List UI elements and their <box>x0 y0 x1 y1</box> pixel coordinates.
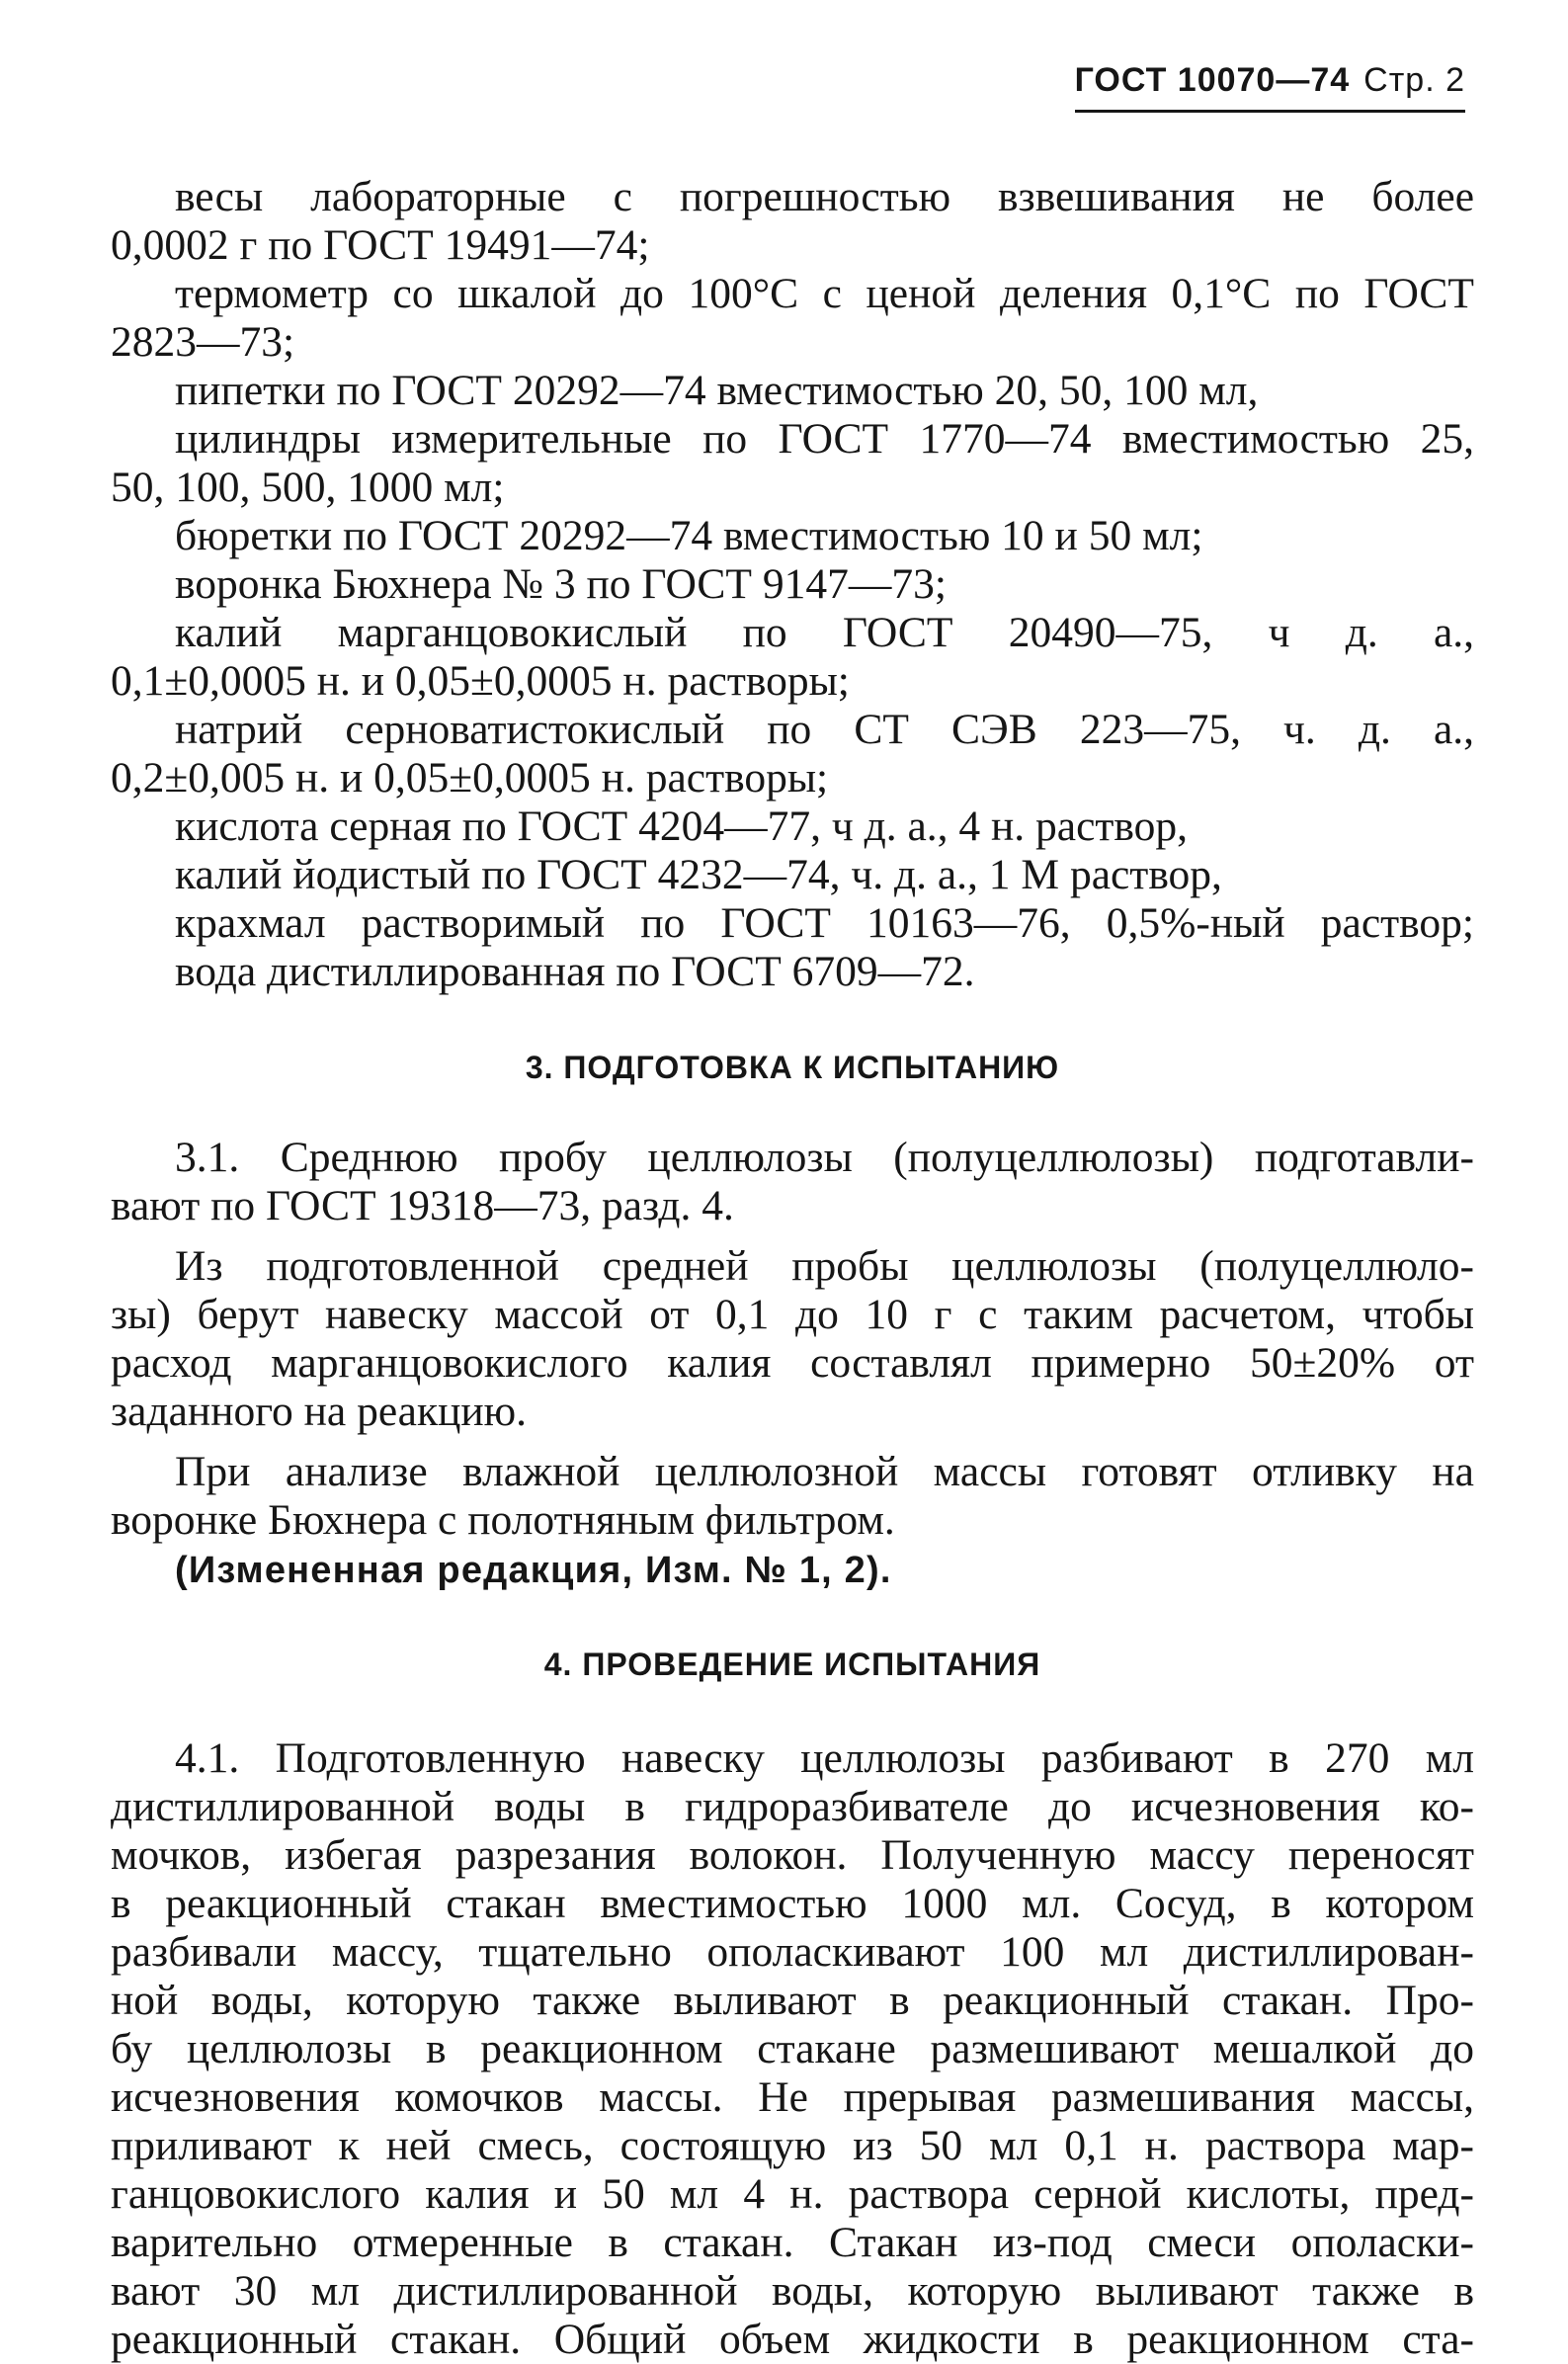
paragraph-line: При анализе влажной целлюлозной массы готовят отливку на <box>175 1448 1474 1495</box>
list-item-line: весы лабораторные с погрешностью взвешивания не более <box>175 173 1474 220</box>
list-item <box>111 367 1474 415</box>
list-item-line: цилиндры измерительные по ГОСТ 1770—74 вместимостью 25, <box>175 415 1474 463</box>
list-item-line: калий йодистый по ГОСТ 4232—74, ч. д. а., 1 М раствор, <box>175 851 1222 898</box>
paragraph-line: мочков, избегая разрезания волокон. Полученную массу переносят <box>111 1831 1474 1879</box>
paragraph-line: вают 30 мл дистиллированной воды, которую выливают также в <box>111 2267 1474 2315</box>
list-item-line: 0,0002 г по ГОСТ 19491—74; <box>111 221 650 269</box>
list-item-line: 0,1±0,0005 н. и 0,05±0,0005 н. растворы; <box>111 657 850 705</box>
list-item-line: бюретки по ГОСТ 20292—74 вместимостью 10 и 50 мл; <box>175 512 1203 559</box>
paragraph-line: разбивали массу, тщательно ополаскивают 100 мл дистиллирован- <box>111 1928 1474 1976</box>
list-item-line: калий марганцовокислый по ГОСТ 20490—75, ч д. а., <box>175 609 1474 656</box>
paragraph-line: бу целлюлозы в реакционном стакане размешивают мешалкой до <box>111 2025 1474 2072</box>
paragraph-line: реакционный стакан. Общий объем жидкости в реакционном ста- <box>111 2316 1474 2363</box>
paragraph-line: в реакционный стакан вместимостью 1000 мл. Сосуд, в котором <box>111 1880 1474 1927</box>
list-item <box>111 948 1474 996</box>
equipment-list <box>111 173 1474 996</box>
paragraph-line: воронке Бюхнера с полотняным фильтром. <box>111 1496 895 1544</box>
section-heading-preparation: 3. ПОДГОТОВКА К ИСПЫТАНИЮ <box>525 1050 1060 1085</box>
paragraph-line: вают по ГОСТ 19318—73, разд. 4. <box>111 1182 734 1229</box>
paragraph-line: ной воды, которую также выливают в реакционный стакан. Про- <box>111 1977 1474 2024</box>
list-item <box>111 899 1474 948</box>
paragraph-4-1 <box>111 1734 1474 2364</box>
list-item-line: крахмал растворимый по ГОСТ 10163—76, 0,5%-ный раствор; <box>175 899 1474 947</box>
list-item <box>111 851 1474 899</box>
paragraph-wet-pulp <box>111 1448 1474 1545</box>
paragraph-line: 3.1. Среднюю пробу целлюлозы (полуцеллюлозы) подготавли- <box>175 1134 1474 1181</box>
list-item-line: пипетки по ГОСТ 20292—74 вместимостью 20, 50, 100 мл, <box>175 367 1259 414</box>
list-item-line: 50, 100, 500, 1000 мл; <box>111 464 505 511</box>
list-item <box>111 560 1474 609</box>
paragraph-line: исчезновения комочков массы. Не прерывая размешивания массы, <box>111 2073 1474 2121</box>
paragraph-line: 4.1. Подготовленную навеску целлюлозы разбивают в 270 мл <box>175 1734 1474 1782</box>
list-item <box>111 706 1474 802</box>
page-number: Стр. 2 <box>1363 61 1465 99</box>
list-item <box>111 173 1474 270</box>
paragraph-line: заданного на реакцию. <box>111 1388 528 1435</box>
paragraph-sample-weight <box>111 1242 1474 1436</box>
paragraph-line: варительно отмеренные в стакан. Стакан из-под смеси ополаски- <box>111 2219 1474 2266</box>
list-item-line: 0,2±0,005 н. и 0,05±0,0005 н. растворы; <box>111 754 829 802</box>
paragraph-line: приливают к ней смесь, состоящую из 50 мл 0,1 н. раствора мар- <box>111 2122 1474 2169</box>
paragraph-line: расход марганцовокислого калия составлял примерно 50±20% от <box>111 1339 1474 1387</box>
amendment-note: (Измененная редакция, Изм. № 1, 2). <box>175 1550 892 1591</box>
paragraph-line: ганцовокислого калия и 50 мл 4 н. раствора серной кислоты, пред- <box>111 2170 1474 2218</box>
list-item-line: вода дистиллированная по ГОСТ 6709—72. <box>175 948 975 995</box>
page-body <box>111 173 1474 2364</box>
list-item-line: кислота серная по ГОСТ 4204—77, ч д. а., 4 н. раствор, <box>175 802 1189 850</box>
list-item-line: 2823—73; <box>111 318 295 366</box>
paragraph-line: зы) берут навеску массой от 0,1 до 10 г с таким расчетом, чтобы <box>111 1291 1474 1338</box>
list-item <box>111 270 1474 367</box>
standard-number: ГОСТ 10070—74 <box>1074 61 1351 99</box>
section-heading-testing: 4. ПРОВЕДЕНИЕ ИСПЫТАНИЯ <box>543 1646 1041 1682</box>
paragraph-line: Из подготовленной средней пробы целлюлозы (полуцеллюло- <box>175 1242 1474 1290</box>
paragraph-line: дистиллированной воды в гидроразбивателе до исчезновения ко- <box>111 1783 1474 1830</box>
list-item <box>111 609 1474 706</box>
list-item <box>111 512 1474 560</box>
list-item-line: воронка Бюхнера № 3 по ГОСТ 9147—73; <box>175 560 947 608</box>
paragraph-3-1 <box>111 1134 1474 1230</box>
page-header <box>1075 61 1465 113</box>
list-item <box>111 415 1474 512</box>
list-item-line: натрий серноватистокислый по СТ СЭВ 223—75, ч. д. а., <box>175 706 1474 753</box>
list-item <box>111 802 1474 851</box>
list-item-line: термометр со шкалой до 100°С с ценой деления 0,1°С по ГОСТ <box>175 270 1474 317</box>
